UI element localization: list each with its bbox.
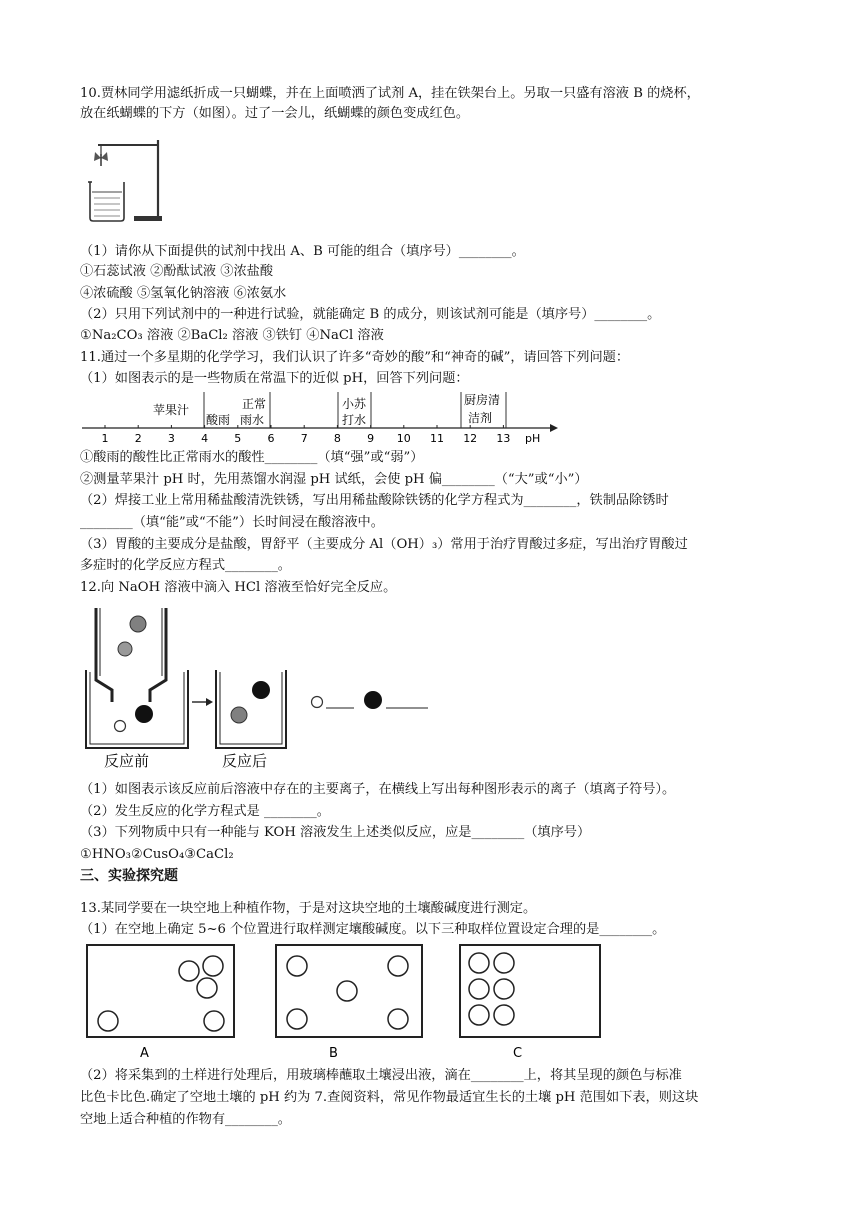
q11-part1: （1）如图表示的是一些物质在常温下的近似 pH，回答下列问题： [80,371,469,386]
q13-part1: （1）在空地上确定 5~6 个位置进行取样测定壤酸碱度。以下三种取样位置设定合理的是________。 [80,922,666,937]
q10-options-line1: ①石蕊试液 ②酚酞试液 ③浓盐酸 [80,264,274,279]
q11-part2-line2: ________（填“能”或“不能”）长时间浸在酸溶液中。 [80,515,384,530]
layout-label-b: B [329,1046,338,1061]
ph-scale-figure [80,390,560,446]
ph-tick-label: 13 [496,432,511,445]
ph-tick-label: 8 [333,432,341,445]
q10-options-line2: ④浓硫酸 ⑤氢氧化钠溶液 ⑥浓氨水 [80,286,287,301]
q11-part3-line1: （3）胃酸的主要成分是盐酸，胃舒平（主要成分 Al（OH）₃）常用于治疗胃酸过多症，写出治疗胃酸过 [80,537,688,552]
ph-tick-label: 2 [134,432,142,445]
q13-part2-line1: （2）将采集到的土样进行处理后，用玻璃棒蘸取土壤浸出液，滴在________上，将其呈现的颜色与标准 [80,1068,682,1083]
ph-unit-label: pH [525,432,541,445]
ph-tick-label: 9 [367,432,375,445]
q10-part1: （1）请你从下面提供的试剂中找出 A、B 可能的组合（填序号）________。 [80,244,525,259]
q11-stem: 11.通过一个多星期的化学学习，我们认识了许多“奇妙的酸”和“神奇的碱”，请回答下列问题： [80,350,630,365]
neutralization-figure [80,602,440,772]
label-kitchen-cleaner-2: 洁剂 [468,411,493,425]
ph-tick-label: 3 [167,432,175,445]
q12-options: ①HNO₃②CusO₄③CaCl₂ [80,847,234,862]
label-acid-rain: 酸雨 [206,413,231,427]
layout-label-c: C [513,1046,523,1061]
caption-after-reaction: 反应后 [222,752,268,770]
label-soda-2: 打水 [342,413,367,427]
ph-tick-label: 10 [396,432,411,445]
q12-stem: 12.向 NaOH 溶液中滴入 HCl 溶液至恰好完全反应。 [80,580,397,595]
q13-part2-line2: 比色卡比色.确定了空地土壤的 pH 约为 7.查阅资料，常见作物最适宜生长的土壤 pH 范围如下表，则这块 [80,1090,699,1105]
sampling-layouts-figure [80,942,610,1062]
ph-tick-label: 1 [101,432,109,445]
ph-tick-label: 4 [201,432,209,445]
ph-tick-label: 11 [430,432,444,445]
q11-sub2: ②测量苹果汁 pH 时，先用蒸馏水润湿 pH 试纸，会使 pH 偏________（“大”或“小”） [80,472,588,487]
ph-tick-label: 7 [300,432,308,445]
layout-label-a: A [140,1046,149,1061]
q10-options-line3: ①Na₂CO₃ 溶液 ②BaCl₂ 溶液 ③铁钉 ④NaCl 溶液 [80,328,384,343]
ph-tick-label: 12 [463,432,478,445]
label-apple-juice: 苹果汁 [153,403,190,417]
q12-part3: （3）下列物质中只有一种能与 KOH 溶液发生上述类似反应，应是________（填序号） [80,825,591,840]
q10-part2: （2）只用下列试剂中的一种进行试验，就能确定 B 的成分，则该试剂可能是（填序号）________。 [80,307,661,322]
label-kitchen-cleaner-1: 厨房清 [464,393,501,407]
label-soda-1: 小苏 [342,397,367,411]
q12-part1: （1）如图表示该反应前后溶液中存在的主要离子，在横线上写出每种图形表示的离子（填离子符号）。 [80,782,676,797]
caption-before-reaction: 反应前 [104,752,150,770]
q11-part3-line2: 多症时的化学反应方程式________。 [80,558,291,573]
q11-part2-line1: （2）焊接工业上常用稀盐酸清洗铁锈，写出用稀盐酸除铁锈的化学方程式为________，铁制品除锈时 [80,493,669,508]
label-normal-rain-2: 雨水 [240,413,265,427]
label-normal-rain-1: 正常 [242,397,267,411]
q10-stem-line1: 10.贾林同学用滤纸折成一只蝴蝶，并在上面喷洒了试剂 A，挂在铁架台上。另取一只盛有溶液 B 的烧杯， [80,86,700,101]
ph-tick-label: 5 [234,432,242,445]
q10-stem-line2: 放在纸蝴蝶的下方（如图）。过了一会儿，纸蝴蝶的颜色变成红色。 [80,106,470,121]
butterfly-apparatus-figure [86,136,166,224]
q13-stem: 13.某同学要在一块空地上种植作物，于是对这块空地的土壤酸碱度进行测定。 [80,901,537,916]
section-heading-experiment: 三、实验探究题 [80,868,178,884]
q12-part2: （2）发生反应的化学方程式是 ________。 [80,804,330,819]
ph-tick-label: 6 [267,432,275,445]
q11-sub1: ①酸雨的酸性比正常雨水的酸性________（填“强”或“弱”） [80,450,424,465]
q13-part2-line3: 空地上适合种植的作物有________。 [80,1112,291,1127]
